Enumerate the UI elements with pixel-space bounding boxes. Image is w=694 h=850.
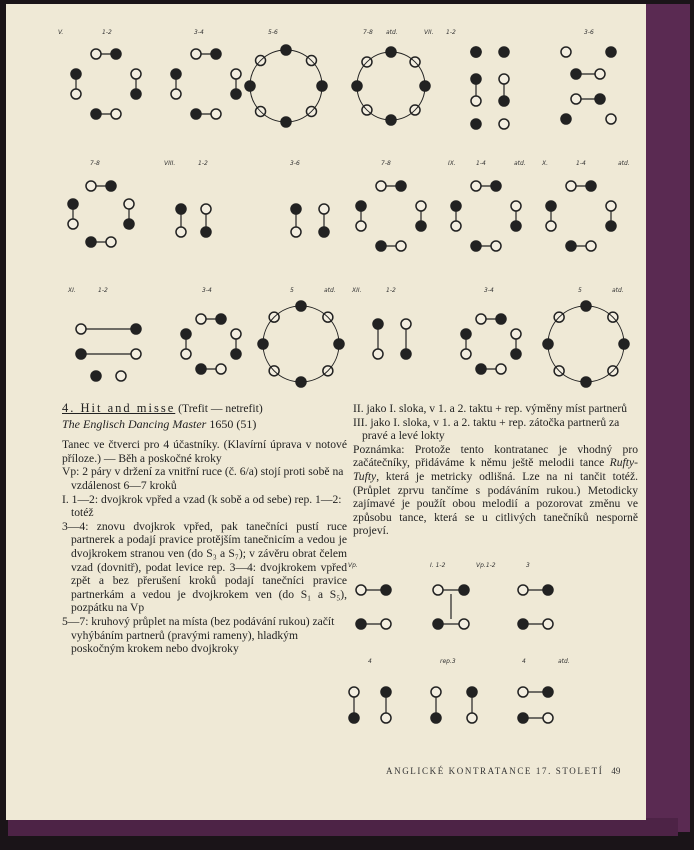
dancer-woman-mark: [291, 227, 301, 237]
dancer-man-mark: [566, 241, 576, 251]
dancer-woman-mark: [68, 219, 78, 229]
dancer-man-mark: [176, 204, 186, 214]
dancer-woman-mark: [511, 201, 521, 211]
note-dance-name: Rufty-Tufty: [353, 456, 638, 483]
dancer-woman-mark: [349, 687, 359, 697]
dancer-man-mark: [319, 227, 329, 237]
dancer-woman-mark: [459, 619, 469, 629]
dancer-man-mark: [68, 199, 78, 209]
dancer-woman-mark: [461, 349, 471, 359]
dancer-man-mark: [543, 585, 553, 595]
dancer-woman-mark: [116, 371, 126, 381]
dancer-man-mark: [518, 619, 528, 629]
paragraph: III. jako I. sloka, v 1. a 2. taktu + rep. zátočka partnerů za pravé a levé lokty: [353, 415, 620, 443]
dancer-man-mark: [543, 687, 553, 697]
dancer-man-mark: [396, 181, 406, 191]
dancer-woman-mark: [196, 314, 206, 324]
dancer-woman-mark: [91, 49, 101, 59]
dancer-woman-mark: [431, 687, 441, 697]
dancer-woman-mark: [356, 221, 366, 231]
paragraph: Tanec ve čtverci pro 4 účastníky. (Klavírní úprava v notové příloze.) — Běh a poskočné kroky: [62, 438, 347, 465]
fig-label: XII.: [352, 287, 362, 294]
dancer-woman-mark: [376, 181, 386, 191]
book-edge: [640, 4, 690, 832]
dancer-man-mark: [376, 241, 386, 251]
dancer-man-mark: [86, 237, 96, 247]
right-column: [353, 402, 638, 538]
dancer-woman-mark: [181, 349, 191, 359]
fig-label: 1-4: [476, 160, 486, 167]
dancer-woman-mark: [106, 237, 116, 247]
fig-label: V.: [58, 29, 64, 36]
fig-label: 7-8: [363, 29, 373, 36]
dancer-man-mark: [471, 74, 481, 84]
dancer-man-mark: [124, 219, 134, 229]
dancer-woman-mark: [496, 364, 506, 374]
dancer-woman-mark: [471, 181, 481, 191]
dancer-woman-mark: [586, 241, 596, 251]
dancer-woman-mark: [491, 241, 501, 251]
fig-label: VII.: [424, 29, 434, 36]
running-footer: [386, 766, 620, 776]
fig-label: IX.: [448, 160, 456, 167]
left-column: [62, 402, 347, 656]
dancer-man-mark: [586, 181, 596, 191]
dancer-woman-mark: [543, 713, 553, 723]
dancer-man-mark: [349, 713, 359, 723]
dancer-man-mark: [91, 109, 101, 119]
dance-title: 4. Hit and misse: [62, 401, 176, 415]
book-bottom-edge: [8, 818, 678, 836]
dancer-man-mark: [291, 204, 301, 214]
dancer-woman-mark: [571, 94, 581, 104]
dancer-woman-mark: [131, 69, 141, 79]
fig-label: VIII.: [164, 160, 176, 167]
dancer-man-mark: [595, 94, 605, 104]
fig-label: atd.: [324, 287, 336, 294]
dancer-man-mark: [76, 349, 86, 359]
dancer-man-mark: [191, 109, 201, 119]
fig-label: 5: [578, 287, 582, 294]
dancer-man-mark: [461, 329, 471, 339]
fig-label: 1-2: [446, 29, 456, 36]
dancer-woman-mark: [171, 89, 181, 99]
dancer-woman-mark: [216, 364, 226, 374]
dancer-man-mark: [511, 349, 521, 359]
dancer-man-mark: [433, 619, 443, 629]
fig-label: 7-8: [381, 160, 391, 167]
paragraph: 3—4: znovu dvojkrok vpřed, pak tanečníci pustí ruce partnerek a podají pravice protějším tanečnicím a vedou je dvojkrokem stranou ven (do S₃ a S₇); v závěru obrat čelem vzad (dovnitř), podat levice rep. 3—4: dvojkrokem vpřed zpět a bez přerušení kroků podají tanečníci pravice partnerkám a vedou je dvojkrokem ven (do S₁ a S₅), pozpátku na Vp: [62, 519, 347, 615]
fig-label: 1-2: [386, 287, 396, 294]
dancer-man-mark: [606, 47, 616, 57]
dancer-woman-mark: [416, 201, 426, 211]
fig-label: atd.: [558, 658, 570, 665]
fig-label: 1-4: [576, 160, 586, 167]
dancer-man-mark: [491, 181, 501, 191]
dancer-woman-mark: [401, 319, 411, 329]
dancer-woman-mark: [71, 89, 81, 99]
note: [353, 443, 638, 538]
dancer-woman-mark: [566, 181, 576, 191]
fig-label: 4: [522, 658, 526, 665]
dancer-woman-mark: [476, 314, 486, 324]
running-head: ANGLICKÉ KONTRATANCE 17. STOLETÍ: [386, 766, 604, 776]
dancer-woman-mark: [211, 109, 221, 119]
paragraph: 5—7: kruhový průplet na místa (bez podávání rukou) začít vyhýbáním partnerů (pravými rameny), hladkým poskočným krokem nebo dvojkroky: [62, 614, 335, 656]
fig-label: 3-6: [290, 160, 300, 167]
fig-label: atd.: [386, 29, 398, 36]
dancer-man-mark: [459, 585, 469, 595]
dancer-woman-mark: [86, 181, 96, 191]
dancer-woman-mark: [124, 199, 134, 209]
fig-label: atd.: [612, 287, 624, 294]
dancer-man-mark: [606, 221, 616, 231]
fig-label: 1-2: [198, 160, 208, 167]
dancer-man-mark: [373, 319, 383, 329]
dancer-man-mark: [561, 114, 571, 124]
dancer-woman-mark: [396, 241, 406, 251]
fig-label: 4: [368, 658, 372, 665]
dancer-man-mark: [71, 69, 81, 79]
dancer-woman-mark: [606, 201, 616, 211]
dancer-woman-mark: [518, 585, 528, 595]
dancer-woman-mark: [373, 349, 383, 359]
dancer-woman-mark: [467, 713, 477, 723]
fig-label: 1-2: [102, 29, 112, 36]
dancer-man-mark: [196, 364, 206, 374]
dancer-man-mark: [471, 119, 481, 129]
dancer-man-mark: [546, 201, 556, 211]
dancer-man-mark: [518, 713, 528, 723]
fig-label: Vp.: [348, 562, 358, 569]
dancer-woman-mark: [511, 329, 521, 339]
dancer-woman-mark: [191, 49, 201, 59]
dancer-man-mark: [416, 221, 426, 231]
fig-label: 3-6: [584, 29, 594, 36]
dancer-man-mark: [381, 687, 391, 697]
dancer-woman-mark: [595, 69, 605, 79]
dancer-man-mark: [381, 585, 391, 595]
fig-label: 5-6: [268, 29, 278, 36]
fig-label: 3-4: [194, 29, 204, 36]
dancer-woman-mark: [381, 713, 391, 723]
fig-label: 3-4: [484, 287, 494, 294]
dancer-woman-mark: [356, 585, 366, 595]
dancer-man-mark: [401, 349, 411, 359]
dancer-man-mark: [111, 49, 121, 59]
fig-label: 1-2: [98, 287, 108, 294]
dancer-man-mark: [451, 201, 461, 211]
dancer-woman-mark: [231, 69, 241, 79]
dancer-man-mark: [231, 349, 241, 359]
dancer-woman-mark: [319, 204, 329, 214]
dancer-woman-mark: [111, 109, 121, 119]
fig-label: 3: [526, 562, 530, 569]
fig-label: XI.: [68, 287, 76, 294]
dancer-man-mark: [356, 201, 366, 211]
fig-label: atd.: [514, 160, 526, 167]
source-year: 1650 (51): [209, 416, 257, 431]
dancer-man-mark: [511, 221, 521, 231]
fig-label: rep.3: [440, 658, 456, 665]
dancer-woman-mark: [561, 47, 571, 57]
book-page: [6, 4, 646, 820]
dancer-woman-mark: [201, 204, 211, 214]
fig-label: atd.: [618, 160, 630, 167]
dancer-man-mark: [231, 89, 241, 99]
dancer-man-mark: [571, 69, 581, 79]
dancer-man-mark: [131, 89, 141, 99]
dancer-woman-mark: [606, 114, 616, 124]
dancer-man-mark: [106, 181, 116, 191]
dancer-man-mark: [471, 47, 481, 57]
fig-label: X.: [542, 160, 549, 167]
dancer-man-mark: [171, 69, 181, 79]
dancer-man-mark: [211, 49, 221, 59]
dancer-man-mark: [131, 324, 141, 334]
paragraph: II. jako I. sloka, v 1. a 2. taktu + rep. výměny míst partnerů: [353, 402, 628, 415]
dancer-man-mark: [499, 47, 509, 57]
dancer-woman-mark: [471, 96, 481, 106]
source-title: The Englisch Dancing Master: [62, 416, 207, 431]
dancer-man-mark: [471, 241, 481, 251]
dancer-woman-mark: [543, 619, 553, 629]
note-text: , která je metricky odlišná. Lze na ni tančit totéž. (Průplet zprvu tančíme s podáváním rukou.) Metodicky zajímavé je použít obou melodií a pozorovat změnu ve způsobu tance, která se u citlivých tanečníků nesporně projeví.: [353, 469, 638, 538]
dancer-man-mark: [356, 619, 366, 629]
fig-label: 3-4: [202, 287, 212, 294]
dancer-woman-mark: [546, 221, 556, 231]
dancer-woman-mark: [76, 324, 86, 334]
fig-label: 7-8: [90, 160, 100, 167]
dancer-man-mark: [467, 687, 477, 697]
dancer-man-mark: [91, 371, 101, 381]
paragraph: Vp: 2 páry v držení za vnitřní ruce (č. 6/a) stojí proti sobě na vzdálenost 6—7 kroků: [62, 465, 344, 492]
dancer-woman-mark: [433, 585, 443, 595]
dancer-man-mark: [201, 227, 211, 237]
dancer-man-mark: [181, 329, 191, 339]
fig-label: 5: [290, 287, 294, 294]
dancer-woman-mark: [131, 349, 141, 359]
dancer-woman-mark: [381, 619, 391, 629]
dancer-man-mark: [431, 713, 441, 723]
paragraph: I. 1—2: dvojkrok vpřed a vzad (k sobě a od sebe) rep. 1—2: totéž: [62, 492, 342, 520]
dancer-man-mark: [496, 314, 506, 324]
dancer-man-mark: [476, 364, 486, 374]
dancer-woman-mark: [231, 329, 241, 339]
dance-title-translation: (Trefit — netrefit): [178, 402, 263, 415]
page-number: 49: [611, 766, 621, 776]
note-text: Poznámka: Protože tento kontratanec je vhodný pro začátečníky, přidáváme k němu ještě melodii tance: [353, 442, 638, 470]
dancer-woman-mark: [451, 221, 461, 231]
dancer-man-mark: [499, 96, 509, 106]
dancer-woman-mark: [499, 119, 509, 129]
dancer-man-mark: [216, 314, 226, 324]
dancer-woman-mark: [176, 227, 186, 237]
fig-label: Vp.1-2: [476, 562, 496, 569]
dancer-woman-mark: [518, 687, 528, 697]
fig-label: I. 1-2: [430, 562, 446, 569]
dancer-woman-mark: [499, 74, 509, 84]
